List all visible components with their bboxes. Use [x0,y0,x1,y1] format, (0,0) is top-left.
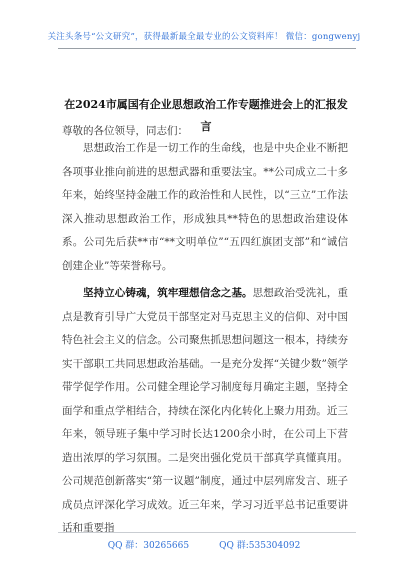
paragraph-text: 思想政治工作是一切工作的生命线，也是中央企业不断把各项事业推向前进的思想武器和重要法宝。**公司成立二十多年来，始终坚持金融工作的政治性和人民性，以“三立”工作法深入推动思想政治工作，形成独具**特色的思想政治建设体系。公司先后获**市“**文明单位”“五四红旗团支部”和“诚信创建企业”等荣誉称号。 [62,142,348,272]
paragraph-text: 思想政治受洗礼，重点是教育引导广大党员干部坚定对马克思主义的信仰、对中国特色社会主义的信念。公司聚焦抓思想问题这一根本，持续夯实干部职工共同思想政治基础。一是充分发挥“关键少数”领学带学促学作用。公司健全理论学习制度每月确定主题，坚持全面学和重点学相结合，持续在深化内化转化上聚力用劲。近三年来，领导班子集中学习时长达1200余小时，在公司上下营造出浓厚的学习氛围。二是突出强化党员干部真学真懂真用。公司规范创新落实“第一议题”制度，通过中层列席发言、班子成员点评深化学习成效。近三年来，学习习近平总书记重要讲话和重要指 [62,287,349,534]
paragraph-lead: 坚持立心铸魂，筑牢理想信念之基。 [83,287,253,299]
footer-divider [58,532,356,533]
salutation: 尊敬的各位领导，同志们： [62,125,188,137]
paragraph-ideals [62,282,348,541]
paragraph-intro [62,137,348,278]
header-divider [58,48,356,49]
document-title: 在2024市属国有企业思想政治工作专题推进会上的汇报发言 [64,98,348,133]
footer-qq-group-1: QQ 群：30265665 [107,541,190,551]
footer-qq-group-2: QQ 群:535304092 [219,541,301,551]
header-promo-note: 关注头条号“公文研究”，获得最新最全最专业的公文资料库！ 微信：gongwenyj [47,32,361,42]
footer-contacts [0,538,408,551]
document-body [62,137,348,545]
